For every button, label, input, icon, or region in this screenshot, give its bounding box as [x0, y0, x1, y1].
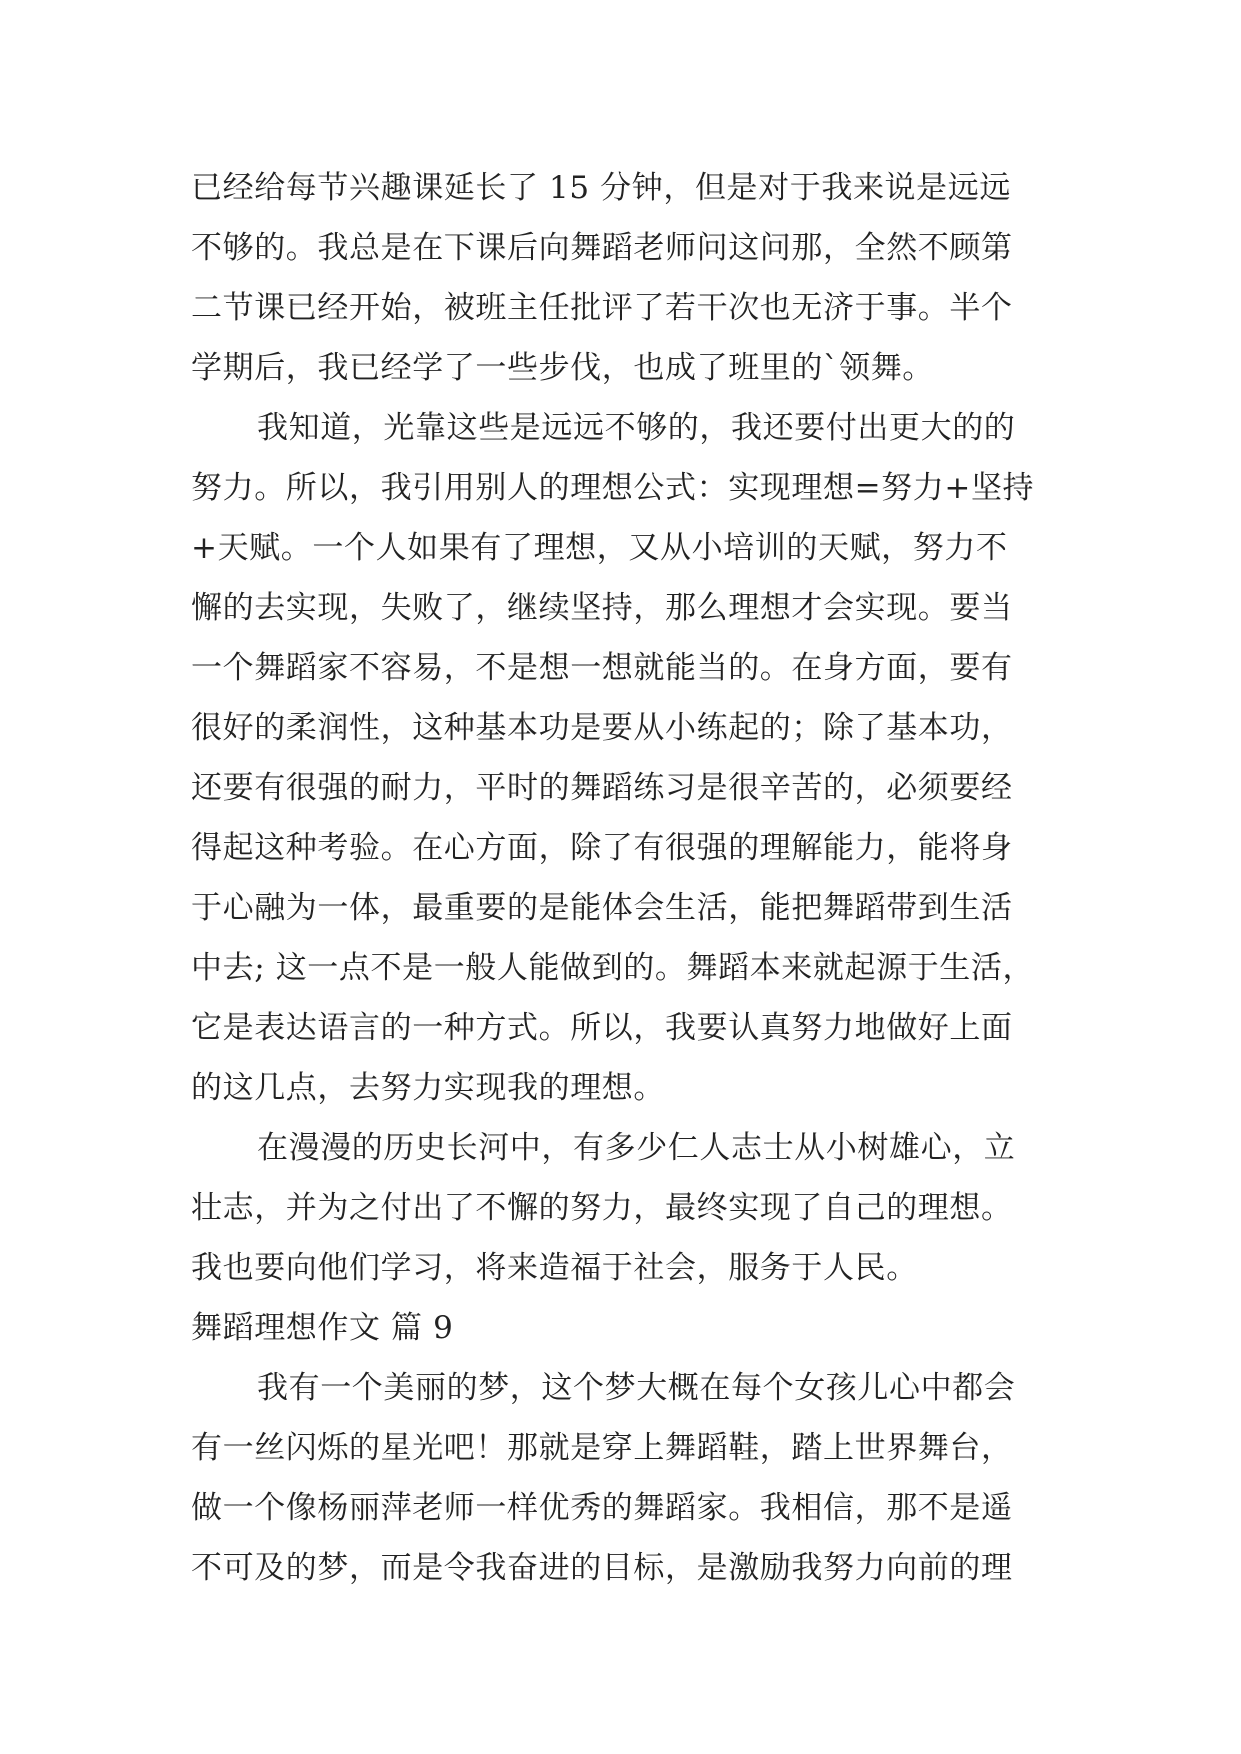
text-line: 懈的去实现，失败了，继续坚持，那么理想才会实现。要当: [191, 590, 1013, 626]
section-heading: 舞蹈理想作文 篇 9: [191, 1310, 454, 1346]
text-line: 努力。所以，我引用别人的理想公式：实现理想=努力+坚持: [191, 470, 1035, 506]
paragraph-first-line: 我知道，光靠这些是远远不够的，我还要付出更大的的: [257, 410, 1016, 446]
text-line: 还要有很强的耐力，平时的舞蹈练习是很辛苦的，必须要经: [191, 770, 1013, 806]
text-line: 不够的。我总是在下课后向舞蹈老师问这问那，全然不顾第: [191, 230, 1013, 266]
paragraph-first-line: 在漫漫的历史长河中，有多少仁人志士从小树雄心，立: [257, 1130, 1016, 1166]
text-line: 很好的柔润性，这种基本功是要从小练起的；除了基本功，: [191, 710, 1013, 746]
text-line: 不可及的梦，而是令我奋进的目标，是激励我努力向前的理: [191, 1550, 1013, 1586]
text-line: 它是表达语言的一种方式。所以，我要认真努力地做好上面: [191, 1010, 1013, 1046]
text-line: +天赋。一个人如果有了理想，又从小培训的天赋，努力不: [191, 530, 1008, 566]
text-line: 学期后，我已经学了一些步伐，也成了班里的`领舞。: [191, 350, 934, 386]
paragraph-first-line: 我有一个美丽的梦，这个梦大概在每个女孩儿心中都会: [257, 1370, 1016, 1406]
essay-body: [191, 158, 1051, 1598]
text-line: 有一丝闪烁的星光吧！那就是穿上舞蹈鞋，踏上世界舞台，: [191, 1430, 1013, 1466]
text-line: 已经给每节兴趣课延长了 15 分钟，但是对于我来说是远远: [191, 170, 1011, 206]
text-line: 一个舞蹈家不容易，不是想一想就能当的。在身方面，要有: [191, 650, 1013, 686]
text-line: 中去; 这一点不是一般人能做到的。舞蹈本来就起源于生活，: [191, 950, 1035, 986]
text-line: 壮志，并为之付出了不懈的努力，最终实现了自己的理想。: [191, 1190, 1013, 1226]
text-line: 于心融为一体，最重要的是能体会生活，能把舞蹈带到生活: [191, 890, 1013, 926]
text-line: 得起这种考验。在心方面，除了有很强的理解能力，能将身: [191, 830, 1013, 866]
text-line: 做一个像杨丽萍老师一样优秀的舞蹈家。我相信，那不是遥: [191, 1490, 1013, 1526]
text-line: 我也要向他们学习，将来造福于社会，服务于人民。: [191, 1250, 918, 1286]
text-line: 的这几点，去努力实现我的理想。: [191, 1070, 665, 1106]
text-line: 二节课已经开始，被班主任批评了若干次也无济于事。半个: [191, 290, 1013, 326]
